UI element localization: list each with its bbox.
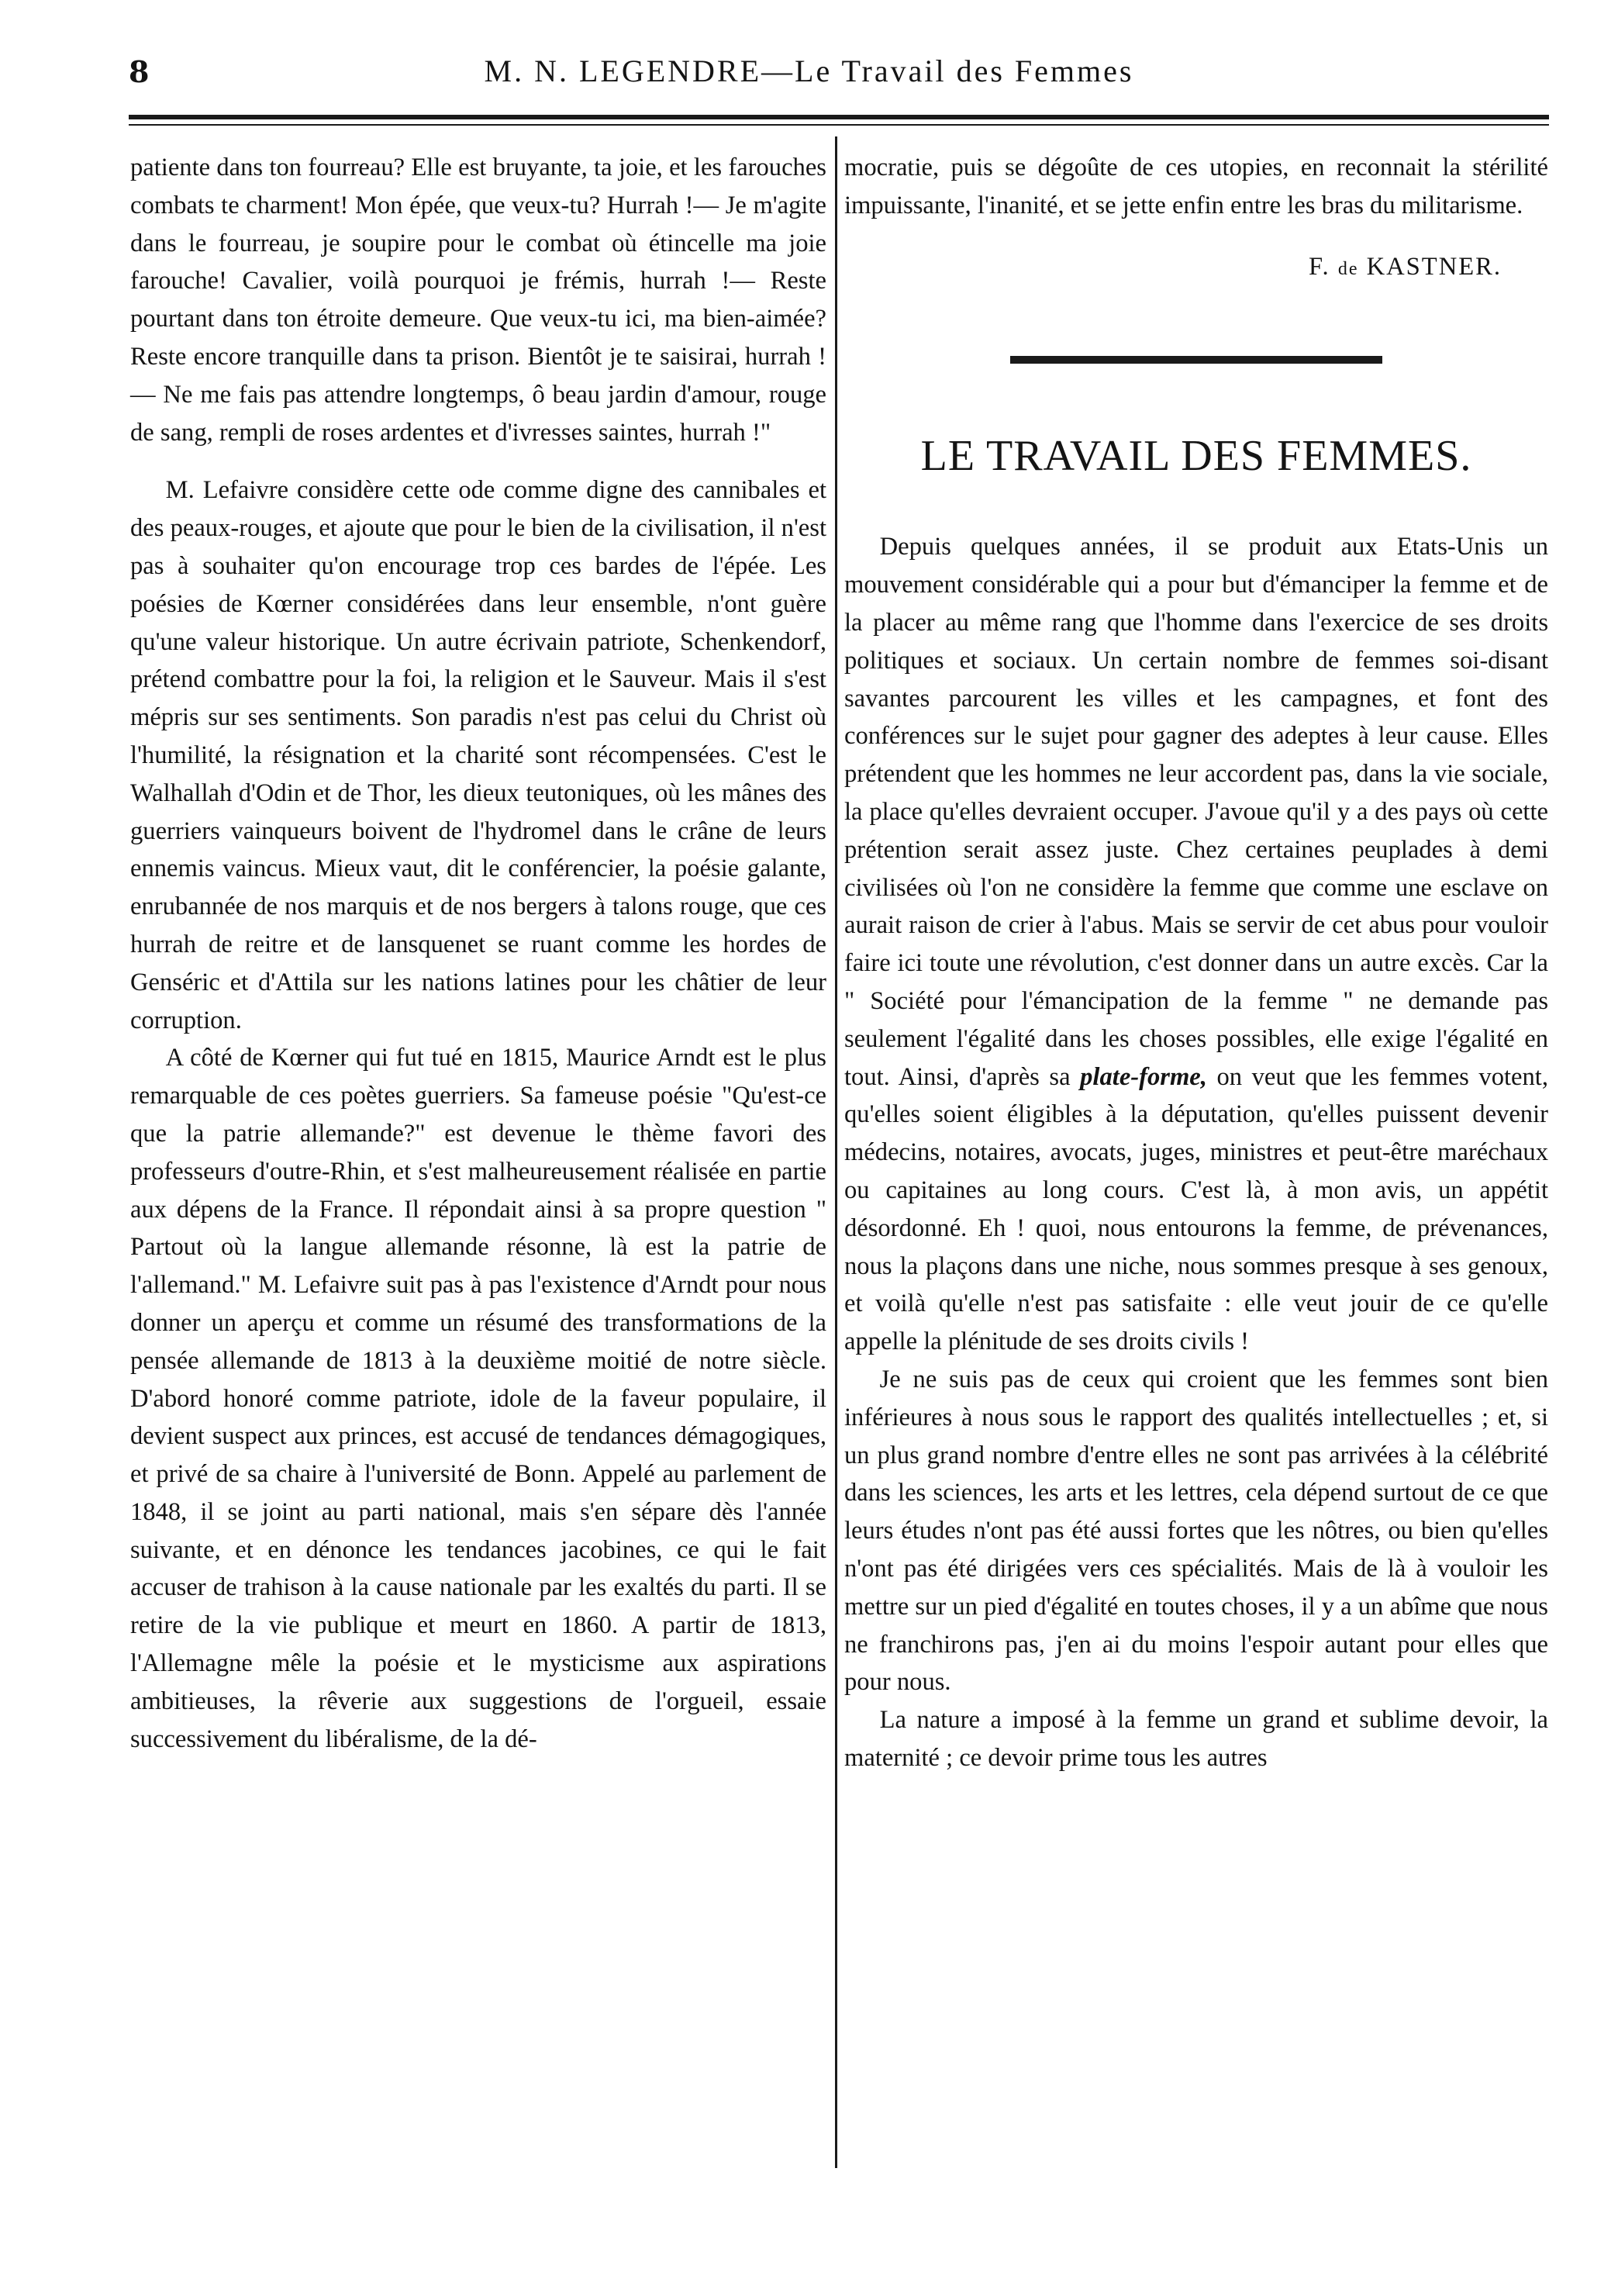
right-column <box>844 149 1548 1777</box>
right-paragraph-2 <box>844 528 1548 1361</box>
header-rule-thick <box>129 115 1549 119</box>
signature-name: KASTNER. <box>1366 252 1502 281</box>
plate-forme-emphasis: plate-forme, <box>1080 1062 1207 1091</box>
left-paragraph-3: A côté de Kœrner qui fut tué en 1815, Maurice Arndt est le plus remarquable de ces poètes guerriers. Sa fameuse poésie "Qu'est-ce que la patrie allemande?" est devenue le thème favori des professeurs d'outre-Rhin, et s'est malheureusement réalisée en partie aux dépens de la France. Il répondait ainsi à sa propre question " Partout où la langue allemande résonne, là est la patrie de l'allemand." M. Lefaivre suit pas à pas l'existence d'Arndt pour nous donner un aperçu et comme un résumé des transformations de la pensée allemande de 1813 à la deuxième moitié de notre siècle. D'abord honoré comme patriote, idole de la faveur populaire, il devient suspect aux princes, est accusé de tendances démagogiques, et privé de sa chaire à l'université de Bonn. Appelé au parlement de 1848, il se joint au parti national, mais s'en sépare dès l'année suivante, et en dénonce les tendances jacobines, ce qui le fait accuser de trahison à la cause nationale par les exaltés du parti. Il se retire de la vie publique et meurt en 1860. A partir de 1813, l'Allemagne mêle la poésie et le mysticisme aux aspirations ambitieuses, la rêverie aux suggestions de l'orgueil, essaie successivement du libéralisme, de la dé- <box>130 1044 826 1753</box>
right-paragraph-3: Je ne suis pas de ceux qui croient que les femmes sont bien inférieures à nous sous le rapport des qualités intellectuelles ; et, si un plus grand nombre d'entre elles ne sont pas arrivées à la célébrité dans les sciences, les arts et les lettres, cela dépend surtout de ce que leurs études n'ont pas été aussi fortes que les nôtres, ou bien qu'elles n'ont pas été dirigées vers ces spécialités. Mais de là à vouloir les mettre sur un pied d'égalité en toutes choses, il y a un abîme que nous ne franchirons pas, j'en ai du moins l'espoir autant pour elles que pour nous. <box>844 1365 1548 1697</box>
section-divider-rule <box>1010 356 1382 364</box>
right-paragraph-2-rest: on veut que les femmes votent, qu'elles soient éligibles à la députation, qu'elles puissent devenir médecins, notaires, avocats, juges, ministres et peut-être maréchaux ou capitaines au long cours. C'est là, à mon avis, un appétit désordonné. Eh ! quoi, nous entourons la femme, de prévenances, nous la plaçons dans une niche, nous sommes presque à ses genoux, et voilà qu'elle n'est pas satisfaite : elle veut jouir de ce qu'elle appelle la plénitude de ses droits civils ! <box>844 1062 1548 1356</box>
signature-particle: de <box>1337 258 1359 279</box>
article-title: LE TRAVAIL DES FEMMES. <box>920 432 1472 481</box>
left-column <box>130 149 826 1758</box>
author-signature <box>844 248 1548 288</box>
column-divider <box>835 136 837 2168</box>
right-paragraph-4: La nature a imposé à la femme un grand et sublime devoir, la maternité ; ce devoir prime tous les autres <box>844 1706 1548 1772</box>
page-number: 8 <box>129 54 150 89</box>
right-paragraph-1: mocratie, puis se dégoûte de ces utopies, en reconnait la stérilité impuissante, l'inanité, et se jette enfin entre les bras du militarisme. <box>844 154 1548 219</box>
running-title: M. N. LEGENDRE—Le Travail des Femmes <box>484 54 1134 88</box>
signature-prefix: F. <box>1309 252 1330 281</box>
header-rule-thin <box>129 124 1549 126</box>
left-paragraph-1: patiente dans ton fourreau? Elle est bruyante, ta joie, et les farouches combats te charment! Mon épée, que veux-tu? Hurrah !— Je m'agite dans le fourreau, je soupire pour le combat où étincelle ma joie farouche! Cavalier, voilà pourquoi je frémis, hurrah !— Reste pourtant dans ton étroite demeure. Que veux-tu ici, ma bien-aimée? Reste encore tranquille dans ta prison. Bientôt je te saisirai, hurrah !— Ne me fais pas attendre longtemps, ô beau jardin d'amour, rouge de sang, rempli de roses ardentes et d'ivresses saintes, hurrah !" <box>130 154 826 447</box>
left-paragraph-2: M. Lefaivre considère cette ode comme digne des cannibales et des peaux-rouges, et ajoute que pour le bien de la civilisation, il n'est pas à souhaiter qu'on encourage trop ces bardes de l'épée. Les poésies de Kœrner considérées dans leur ensemble, n'ont guère qu'une valeur historique. Un autre écrivain patriote, Schenkendorf, prétend combattre pour la foi, la religion et le Sauveur. Mais il s'est mépris sur ses sentiments. Son paradis n'est pas celui du Christ où l'humilité, la résignation et la charité sont récompensées. C'est le Walhallah d'Odin et de Thor, les dieux teutoniques, où les mânes des guerriers vainqueurs boivent de l'hydromel dans le crâne de leurs ennemis vaincus. Mieux vaut, dit le conférencier, la poésie galante, enrubannée de nos marquis et de nos bergers à talons rouge, que ces hurrah de reitre et de lansquenet se ruant comme les hordes de Genséric et d'Attila sur les nations latines pour les châtier de leur corruption. <box>130 476 826 1034</box>
right-paragraph-2-text: Depuis quelques années, il se produit aux Etats-Unis un mouvement considérable qui a pour but d'émanciper la femme et de la placer au même rang que l'homme dans l'exercice de ses droits politiques et sociaux. Un certain nombre de femmes soi-disant savantes parcourent les villes et les campagnes, et font des conférences sur le sujet pour gagner des adeptes à leur cause. Elles prétendent que les hommes ne leur accordent pas, dans la vie sociale, la place qu'elles devraient occuper. J'avoue qu'il y a des pays où cette prétention serait assez juste. Chez certaines peuplades à demi civilisées où l'on ne considère la femme que comme une esclave on aurait raison de crier à l'abus. Mais se servir de cet abus pour vouloir faire ici toute une révolution, c'est donner dans un autre excès. Car la " Société pour l'émancipation de la femme " ne demande pas seulement l'égalité dans les choses possibles, elle exige l'égalité en tout. Ainsi, d'après sa <box>844 533 1548 1091</box>
